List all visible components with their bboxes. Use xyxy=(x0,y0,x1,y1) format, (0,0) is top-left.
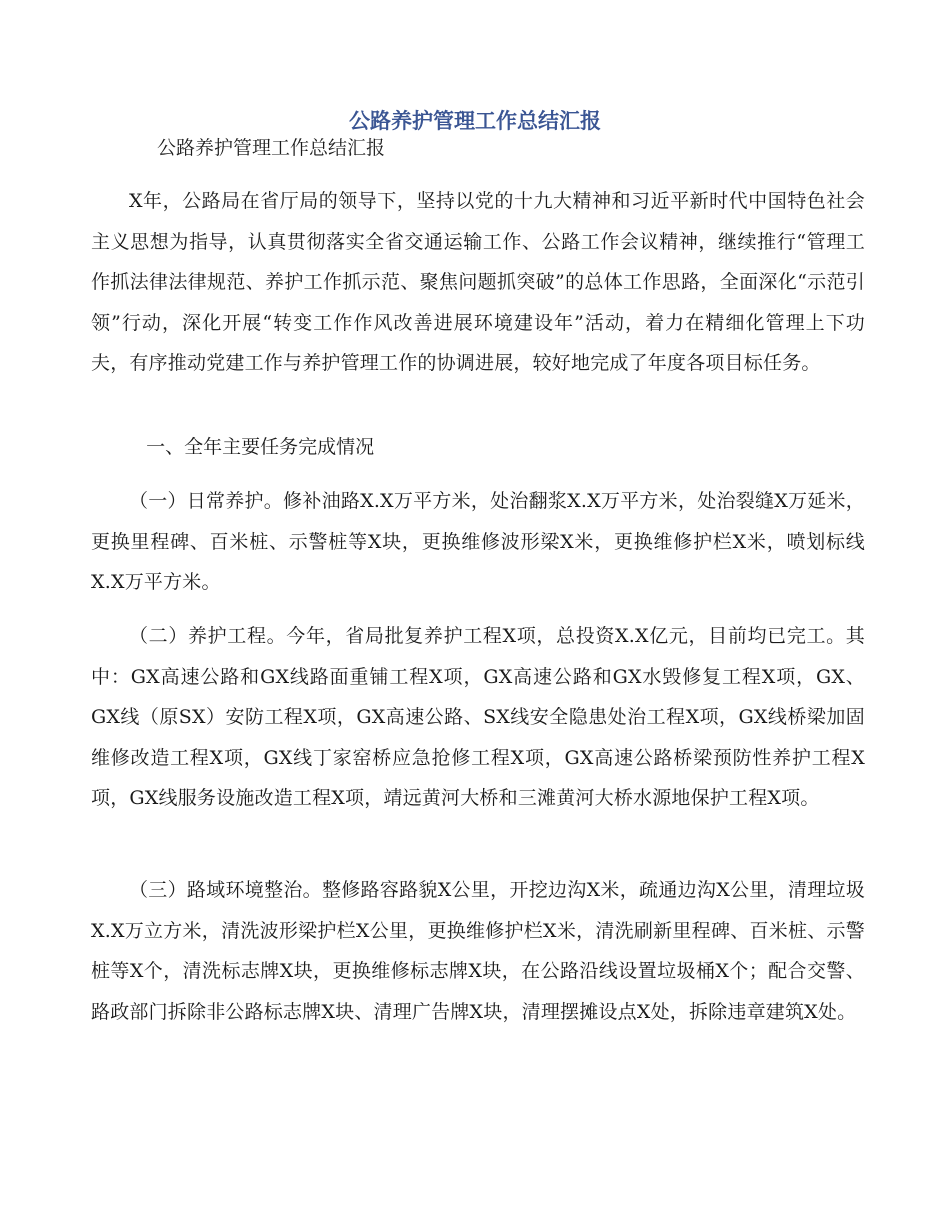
item-daily-maintenance: （一）日常养护。修补油路X.X万平方米，处治翻浆X.X万平方米，处治裂缝X万延米，更换里程碑、百米桩、示警桩等X块，更换维修波形梁X米，更换维修护栏X米，喷划标线X.X万平方米。 xyxy=(91,490,865,593)
document-title: 公路养护管理工作总结汇报 xyxy=(349,108,601,133)
item-maintenance-projects: （二）养护工程。今年，省局批复养护工程X项，总投资X.X亿元，目前均已完工。其中：GX高速公路和GX线路面重铺工程X项，GX高速公路和GX水毁修复工程X项，GX、GX线（原SX）安防工程X项，GX高速公路、SX线安全隐患处治工程X项，GX线桥梁加固维修改造工程X项，GX线丁家窑桥应急抢修工程X项，GX高速公路桥梁预防性养护工程X项，GX线服务设施改造工程X项，靖远黄河大桥和三滩黄河大桥水源地保护工程X项。 xyxy=(91,625,865,809)
section-heading: 一、全年主要任务完成情况 xyxy=(146,436,375,458)
intro-paragraph: X年，公路局在省厅局的领导下，坚持以党的十九大精神和习近平新时代中国特色社会主义思想为指导，认真贯彻落实全省交通运输工作、公路工作会议精神，继续推行“管理工作抓法律法律规范、养护工作抓示范、聚焦问题抓突破”的总体工作思路，全面深化“示范引领”行动，深化开展“转变工作作风改善进展环境建设年”活动，着力在精细化管理上下功夫，有序推动党建工作与养护管理工作的协调进展，较好地完成了年度各项目标任务。 xyxy=(91,190,865,374)
item-road-environment: （三）路域环境整治。整修路容路貌X公里，开挖边沟X米，疏通边沟X公里，清理垃圾X.X万立方米，清洗波形梁护栏X公里，更换维修护栏X米，清洗刷新里程碑、百米桩、示警桩等X个，清洗标志牌X块，更换维修标志牌X块，在公路沿线设置垃圾桶X个；配合交警、路政部门拆除非公路标志牌X块、清理广告牌X块，清理摆摊设点X处，拆除违章建筑X处。 xyxy=(91,879,865,1023)
document-subtitle: 公路养护管理工作总结汇报 xyxy=(157,137,386,159)
